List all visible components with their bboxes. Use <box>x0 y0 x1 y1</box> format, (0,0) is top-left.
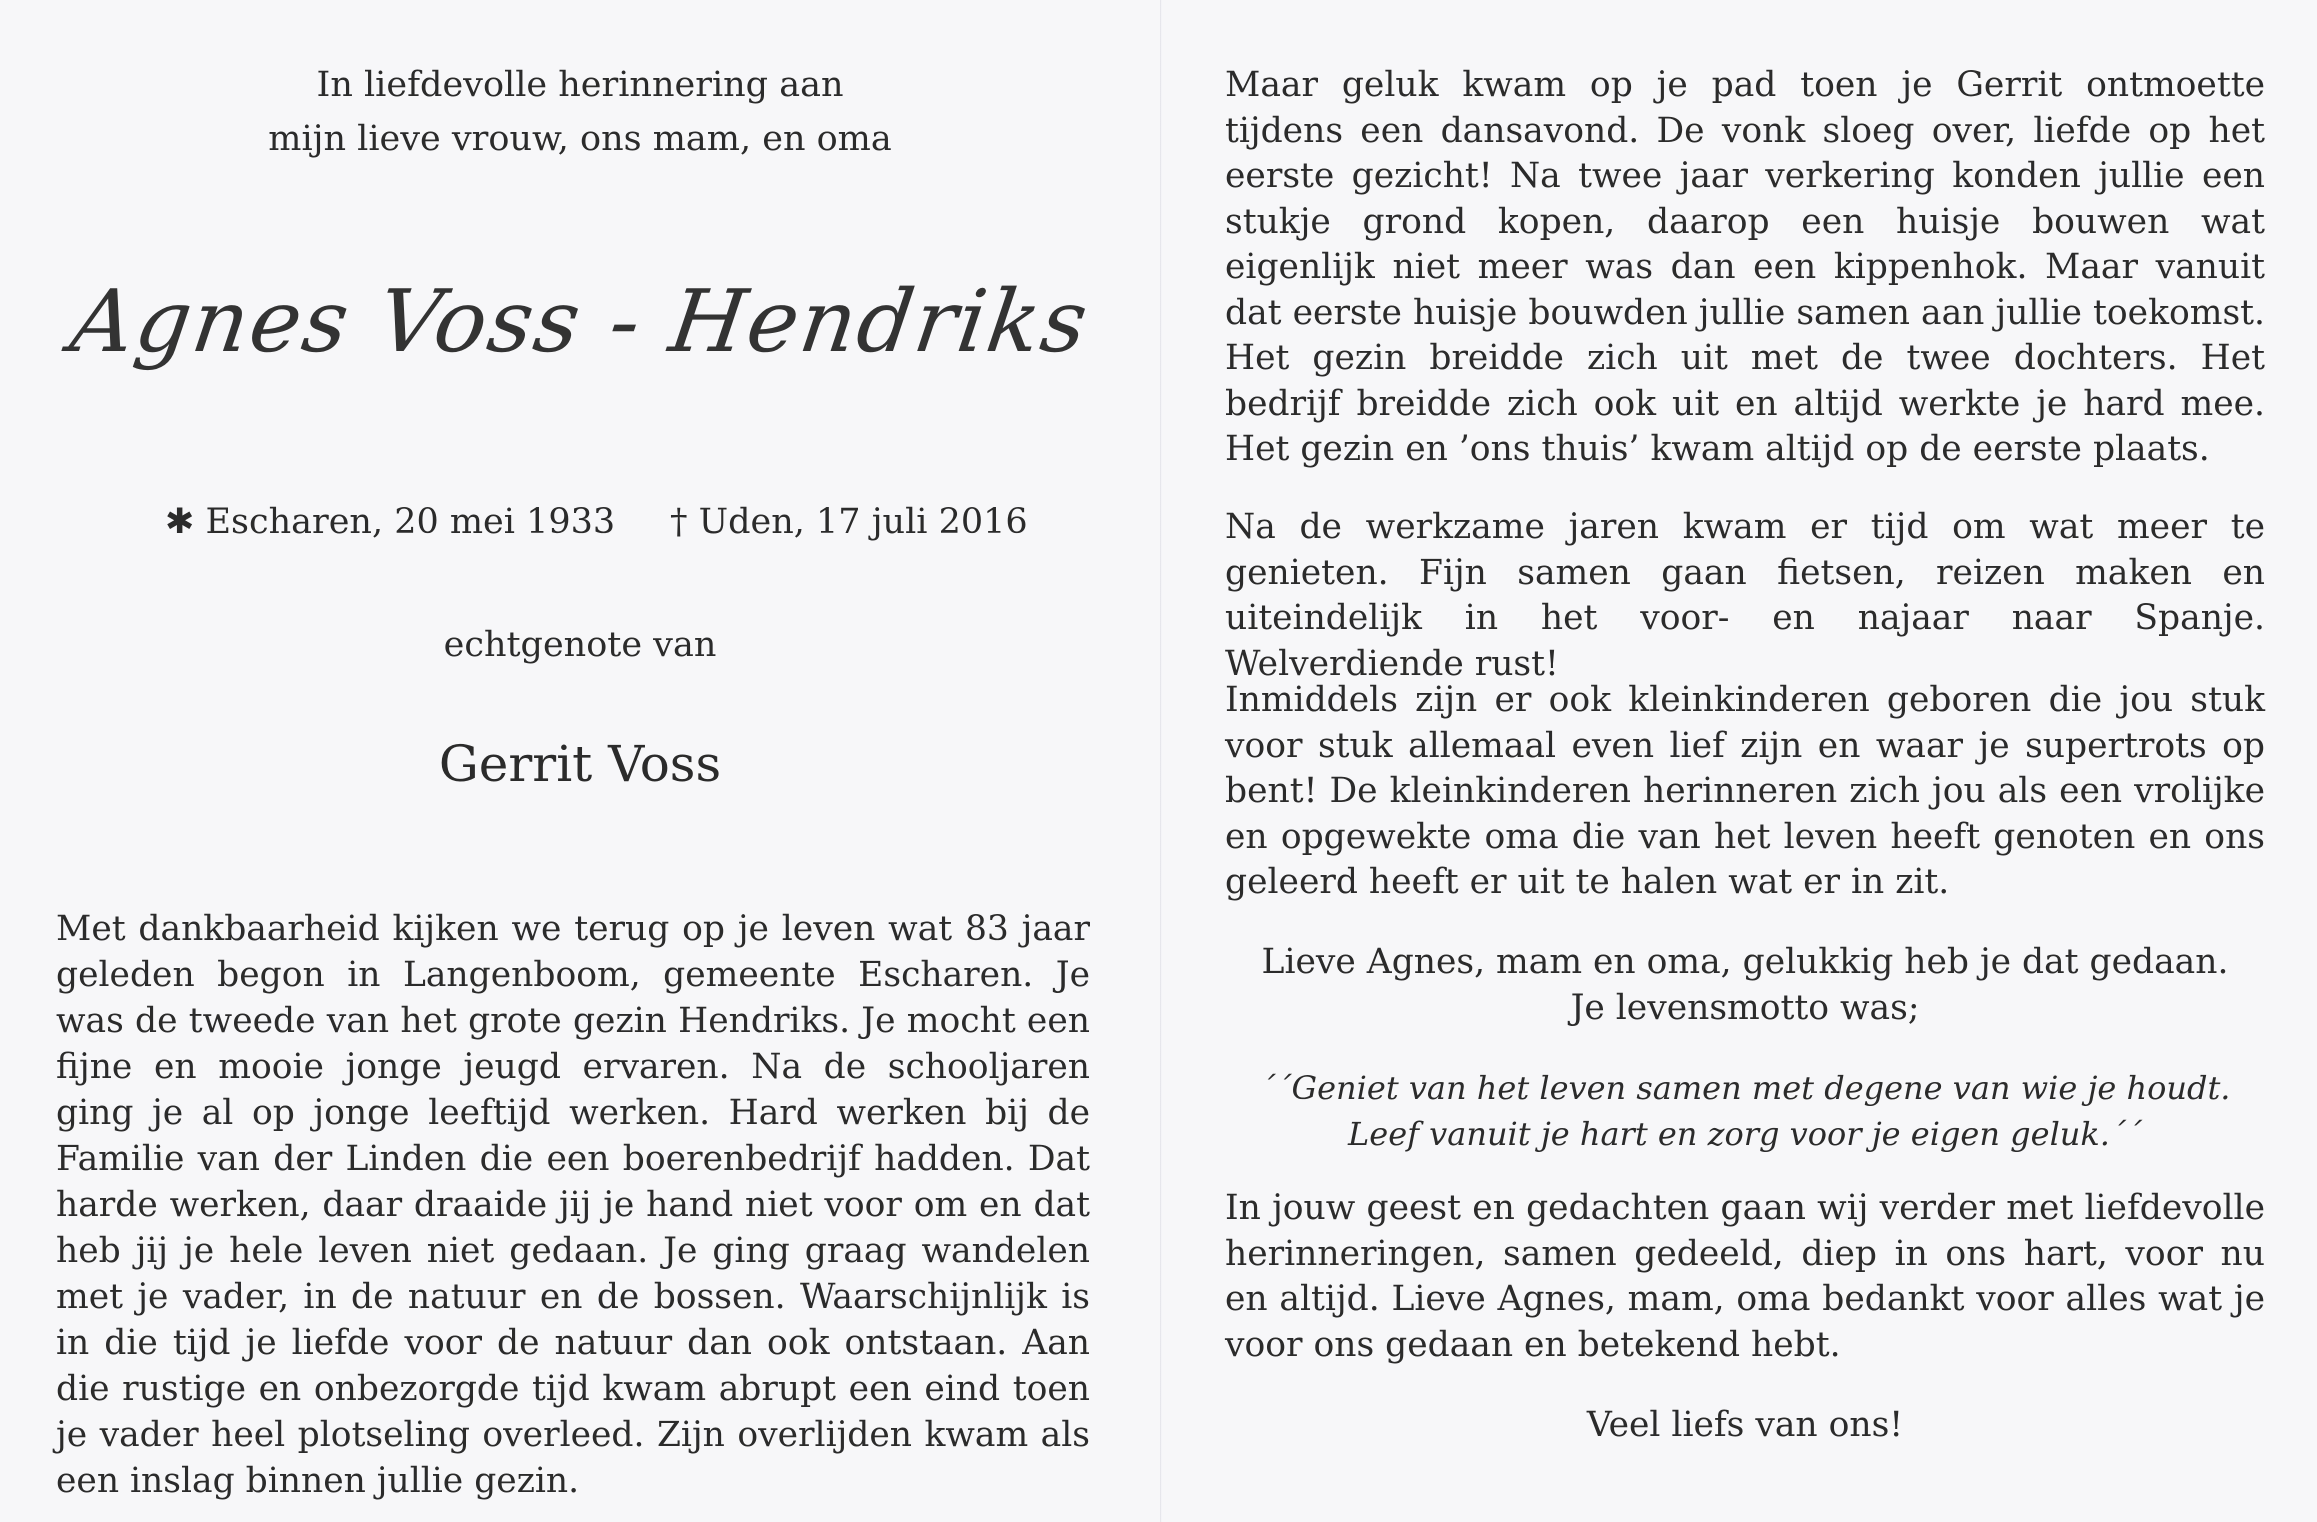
paragraph-2: Na de werkzame jaren kwam er tijd om wat meer te genieten. Fijn samen gaan fietsen, reizen maken en uiteindelijk in het voor- en najaar naar Spanje. Welverdiende rust! <box>1225 507 2265 684</box>
death-date: † Uden, 17 juli 2016 <box>670 502 1028 542</box>
deceased-name-script: Agnes Voss - Hendriks <box>64 272 1096 372</box>
life-story-paragraph: Met dankbaarheid kijken we terug op je leven wat 83 jaar geleden begon in Langenboom, gemeente Escharen. Je was de tweede van het grote gezin Hendriks. Je mocht een fijne en mooie jonge jeugd ervaren. Na de schooljaren ging je al op jonge leeftijd werken. Hard werken bij de Familie van der Linden die een boerenbedrijf hadden. Dat harde werken, daar draaide jij je hand niet voor om en dat heb jij je hele leven niet gedaan. Je ging graag wandelen met je vader, in de natuur en de bossen. Waarschijnlijk is in die tijd je liefde voor de natuur dan ook ontstaan. Aan die rustige en onbezorgde tijd kwam abrupt een eind toen je vader heel plotseling overleed. Zijn overlijden kwam als een inslag binnen jullie gezin. <box>56 909 1090 1501</box>
intro <box>0 58 1160 166</box>
paragraph-4-line-2: Je levensmotto was; <box>1570 987 1920 1028</box>
motto-line-2: Leef vanuit je hart en zorg voor je eigen geluk.´´ <box>1348 1115 2142 1153</box>
intro-line-2: mijn lieve vrouw, ons mam, en oma <box>268 119 892 159</box>
paragraph-1: Maar geluk kwam op je pad toen je Gerrit ontmoette tijdens een dansavond. De vonk sloeg over, liefde op het eerste gezicht! Na twee jaar verkering konden jullie een stukje grond kopen, daarop een huisje bouwen wat eigenlijk niet meer was dan een kippenhok. Maar vanuit dat eerste huisje bouwden jullie samen aan jullie toekomst. Het gezin breidde zich uit met de twee dochters. Het bedrijf breidde zich ook uit en altijd werkte je hard mee. Het gezin en ’ons thuis’ kwam altijd op de eerste plaats. <box>1225 65 2265 469</box>
closing-line: Veel liefs van ons! <box>1586 1405 1904 1445</box>
right-panel <box>1160 0 2317 1522</box>
spouse-name: Gerrit Voss <box>438 735 722 793</box>
intro-line-1: In liefdevolle herinnering aan <box>316 65 844 105</box>
paragraph-4-line-1: Lieve Agnes, mam en oma, gelukkig heb je dat gedaan. <box>1261 942 2229 982</box>
life-motto <box>1225 1065 2265 1157</box>
spouse-intro: echtgenote van <box>443 625 717 665</box>
paragraph-5: In jouw geest en gedachten gaan wij verder met liefdevolle herinneringen, samen gedeeld, diep in ons hart, voor nu en altijd. Lieve Agnes, mam, oma bedankt voor alles wat je voor ons gedaan en betekend hebt. <box>1225 1188 2265 1365</box>
birth-date: ✱ Escharen, 20 mei 1933 <box>165 502 616 542</box>
paragraph-4 <box>1225 940 2265 1031</box>
motto-line-1: ´´Geniet van het leven samen met degene van wie je houdt. <box>1259 1069 2231 1107</box>
paragraph-3: Inmiddels zijn er ook kleinkinderen geboren die jou stuk voor stuk allemaal even lief zijn en waar je supertrots op bent! De kleinkinderen herinneren zich jou als een vrolijke en opgewekte oma die van het leven heeft genoten en ons geleerd heeft er uit te halen wat er in zit. <box>1225 680 2265 902</box>
